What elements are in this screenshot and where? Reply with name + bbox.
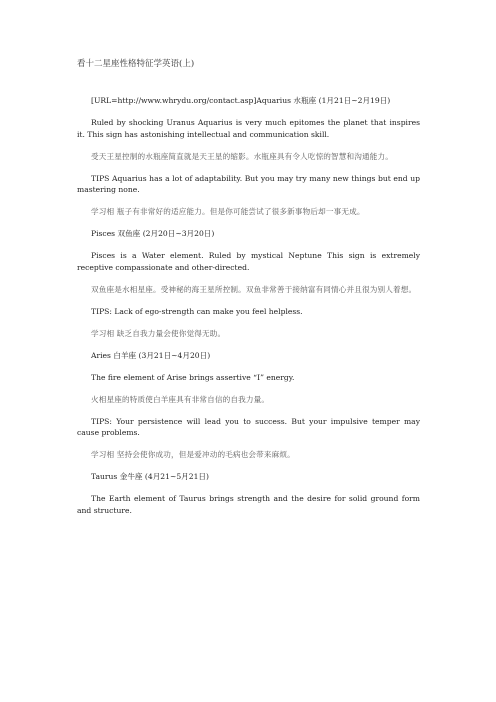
page-title: 看十二星座性格特征学英语(上) [77, 59, 195, 69]
aries-description-zh: 火相星座的特质使白羊座具有非常自信的自我力量。 [91, 394, 270, 404]
pisces-description-zh: 双鱼座是水相星座。受神秘的海王星所控制。双鱼非常善于接纳富有同情心并且很为别人着想。 [91, 284, 417, 294]
taurus-description-en: The Earth element of Taurus brings strength and the desire for solid ground form and structure. [77, 494, 420, 515]
aries-tips-zh: 学习相 坚持会使你成功，但是爱冲动的毛病也会带来麻烦。 [91, 450, 295, 459]
aries-heading: Aries 白羊座 (3月21日~4月20日) [91, 350, 211, 360]
aries-description-en: The fire element of Arise brings assertive “I” energy. [91, 372, 295, 382]
pisces-tips-zh: 学习相 缺乏自我力量会使你觉得无助。 [91, 328, 226, 338]
aquarius-heading: [URL=http://www.whrydu.org/contact.asp]Aquarius 水瓶座 (1月21日~2月19日) [91, 96, 391, 105]
aquarius-description-zh: 受天王星控制的水瓶座简直就是天王星的缩影。水瓶座具有令人吃惊的智慧和沟通能力。 [91, 151, 394, 161]
aries-tips-en: TIPS: Your persistence will lead you to success. But your impulsive temper may cause problems. [77, 416, 420, 437]
pisces-description-en: Pisces is a Water element. Ruled by mystical Neptune This sign is extremely receptive compassionate and other-directed. [77, 251, 420, 272]
pisces-tips-en: TIPS: Lack of ego-strength can make you feel helpless. [91, 306, 303, 316]
aquarius-tips-zh: 学习相 瓶子有非常好的适应能力。但是你可能尝试了很多新事物后却一事无成。 [91, 207, 365, 216]
document-body [77, 95, 420, 527]
taurus-heading: Taurus 金牛座 (4月21~5月21日) [91, 472, 209, 481]
aquarius-tips-en: TIPS Aquarius has a lot of adaptability. But you may try many new things but end up mastering none. [77, 173, 420, 194]
pisces-heading: Pisces 双鱼座 (2月20日~3月20日) [91, 229, 215, 238]
aquarius-description-en: Ruled by shocking Uranus Aquarius is very much epitomes the planet that inspires it. This sign has astonishing intellectual and communication skill. [77, 118, 420, 139]
